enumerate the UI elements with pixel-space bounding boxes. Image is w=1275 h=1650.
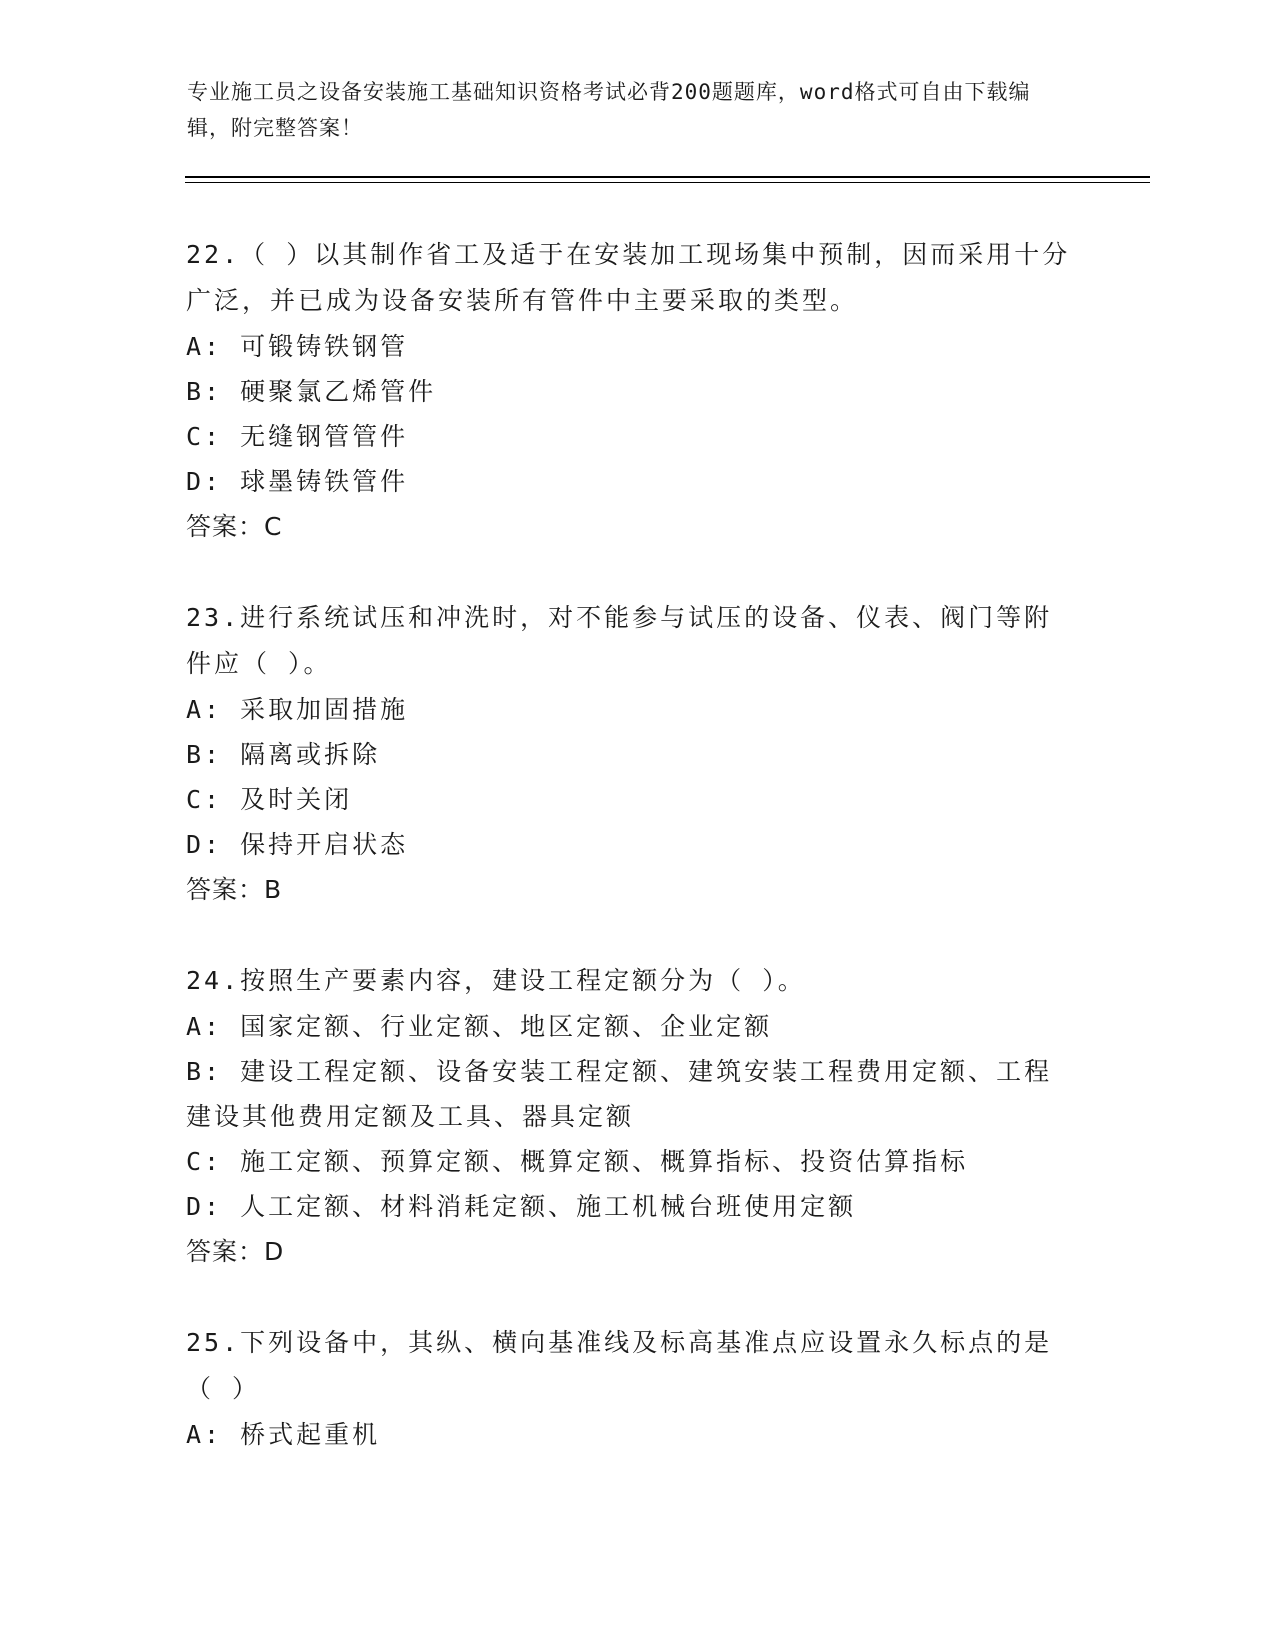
option-c: C: 施工定额、预算定额、概算定额、概算指标、投资估算指标 xyxy=(186,1147,969,1176)
question-text: 22.（ ）以其制作省工及适于在安装加工现场集中预制，因而采用十分广泛，并已成为设备安装所有管件中主要采取的类型。 xyxy=(186,240,1071,315)
question-list xyxy=(186,232,1076,1502)
option-b: B: 硬聚氯乙烯管件 xyxy=(186,377,437,406)
option-a: A: 可锻铸铁钢管 xyxy=(186,332,409,361)
option-d: D: 人工定额、材料消耗定额、施工机械台班使用定额 xyxy=(186,1192,857,1221)
document-header xyxy=(187,74,1067,146)
option-d: D: 保持开启状态 xyxy=(186,830,409,859)
option-b: B: 隔离或拆除 xyxy=(186,740,381,769)
question-23 xyxy=(186,595,1076,913)
option-c: C: 无缝钢管管件 xyxy=(186,422,409,451)
option-c: C: 及时关闭 xyxy=(186,785,353,814)
question-25 xyxy=(186,1320,1076,1457)
option-b: B: 建设工程定额、设备安装工程定额、建筑安装工程费用定额、工程建设其他费用定额及工具、器具定额 xyxy=(186,1057,1053,1131)
option-a: A: 桥式起重机 xyxy=(186,1420,381,1449)
answer: 答案：D xyxy=(186,1237,285,1266)
answer: 答案：C xyxy=(186,512,283,541)
option-d: D: 球墨铸铁管件 xyxy=(186,467,409,496)
question-text: 23.进行系统试压和冲洗时，对不能参与试压的设备、仪表、阀门等附件应（ ）。 xyxy=(186,603,1053,678)
option-a: A: 国家定额、行业定额、地区定额、企业定额 xyxy=(186,1012,773,1041)
question-text: 25.下列设备中，其纵、横向基准线及标高基准点应设置永久标点的是（ ） xyxy=(186,1328,1053,1403)
question-24 xyxy=(186,958,1076,1275)
header-divider-bottom xyxy=(185,182,1150,183)
question-text: 24.按照生产要素内容，建设工程定额分为（ ）。 xyxy=(186,966,806,995)
answer: 答案：B xyxy=(186,875,283,904)
question-22 xyxy=(186,232,1076,550)
header-title: 专业施工员之设备安装施工基础知识资格考试必背200题题库，word格式可自由下载编辑，附完整答案！ xyxy=(187,80,1031,140)
header-divider-top xyxy=(185,176,1150,178)
option-a: A: 采取加固措施 xyxy=(186,695,409,724)
